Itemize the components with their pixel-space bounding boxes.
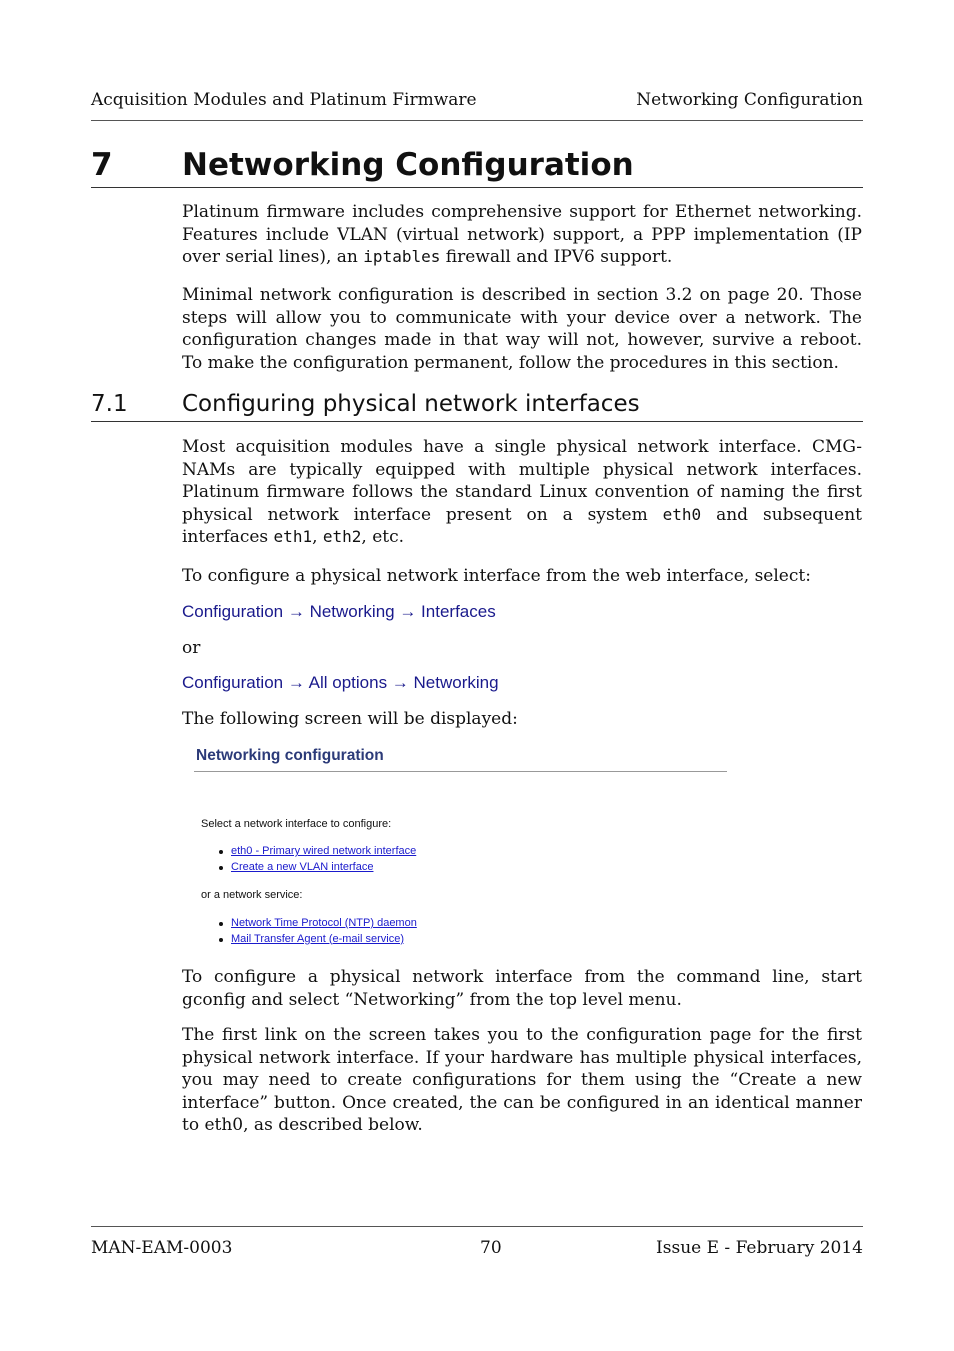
iptables-code: iptables [363,247,441,267]
interfaces-text-4: , etc. [361,527,405,548]
service-link-list [216,917,417,948]
minimal-config-paragraph: Minimal network configuration is described in section 3.2 on page 20. Those steps will allow you to communicate with your device over a network. The configuration changes made in that way will not, however, survive a reboot. To make the configuration permanent, follow the procedures in this section. [182,285,862,373]
create-vlan-link[interactable]: Create a new VLAN interface [231,860,374,873]
list-item [216,917,417,933]
section-number: 7 [91,147,113,183]
menu-path-all-options: Configuration → All options → Networking [182,673,499,692]
menu-path-interfaces: Configuration → Networking → Interfaces [182,602,496,621]
networking-config-screenshot [194,743,729,948]
page-footer [91,1226,863,1257]
screenshot-title: Networking configuration [196,747,384,764]
page-header [91,90,863,121]
footer-doc-id: MAN-EAM-0003 [91,1238,233,1258]
interface-link-list [216,845,416,876]
screenshot-divider [194,771,727,772]
eth0-code: eth0 [662,504,702,524]
footer-page-number: 70 [480,1238,502,1258]
eth0-interface-link[interactable]: eth0 - Primary wired network interface [231,845,417,857]
intro-paragraph [182,201,862,269]
list-item [216,861,416,877]
subsection-number: 7.1 [91,391,128,417]
section-title: Networking Configuration [182,147,634,183]
header-chapter-title: Networking Configuration [636,90,863,110]
list-item [216,845,416,861]
first-link-paragraph: The first link on the screen takes you to the configuration page for the first physical network interface. If your hardware has multiple physical interfaces, you may need to create configurations for them using the “Create a new interface” button. Once created, the can be configured in an identical manner to eth0, as described below. [182,1025,862,1136]
ntp-daemon-link[interactable]: Network Time Protocol (NTP) daemon [231,917,417,929]
section-heading [91,145,863,188]
subsection-title: Configuring physical network interfaces [182,391,640,417]
interfaces-paragraph [182,436,862,549]
eth1-code: eth1 [273,527,313,547]
eth2-code: eth2 [322,527,362,547]
bullet-icon [219,866,223,870]
intro-text-2: firewall and IPV6 support. [440,247,673,268]
select-interface-label: Select a network interface to configure: [201,818,392,830]
bullet-icon [219,922,223,926]
mail-agent-link[interactable]: Mail Transfer Agent (e-mail service) [231,932,404,945]
interfaces-text-2: and subsequent interfaces [182,504,862,548]
interfaces-text-3: , [312,527,323,548]
bullet-icon [219,850,223,854]
subsection-heading [91,391,863,422]
screen-intro-paragraph: The following screen will be displayed: [182,709,518,729]
network-service-label: or a network service: [201,889,303,901]
bullet-icon [219,938,223,942]
command-line-paragraph: To configure a physical network interface from the command line, start gconfig and select “Networking” from the top level menu. [182,967,862,1010]
web-config-paragraph: To configure a physical network interface from the web interface, select: [182,566,811,586]
interfaces-text-1: Most acquisition modules have a single physical network interface. CMG-NAMs are typically equipped with multiple physical network interfaces. Platinum firmware follows the standard Linux convention of naming the first physical network interface present on a system [182,437,862,525]
list-item [216,933,417,949]
intro-text-1: Platinum firmware includes comprehensive support for Ethernet networking. Features include VLAN (virtual network) support, a PPP implementation (IP over serial lines), an [182,202,862,268]
footer-issue: Issue E - February 2014 [656,1238,863,1258]
header-doc-title: Acquisition Modules and Platinum Firmware [91,90,477,110]
or-text: or [182,638,201,658]
